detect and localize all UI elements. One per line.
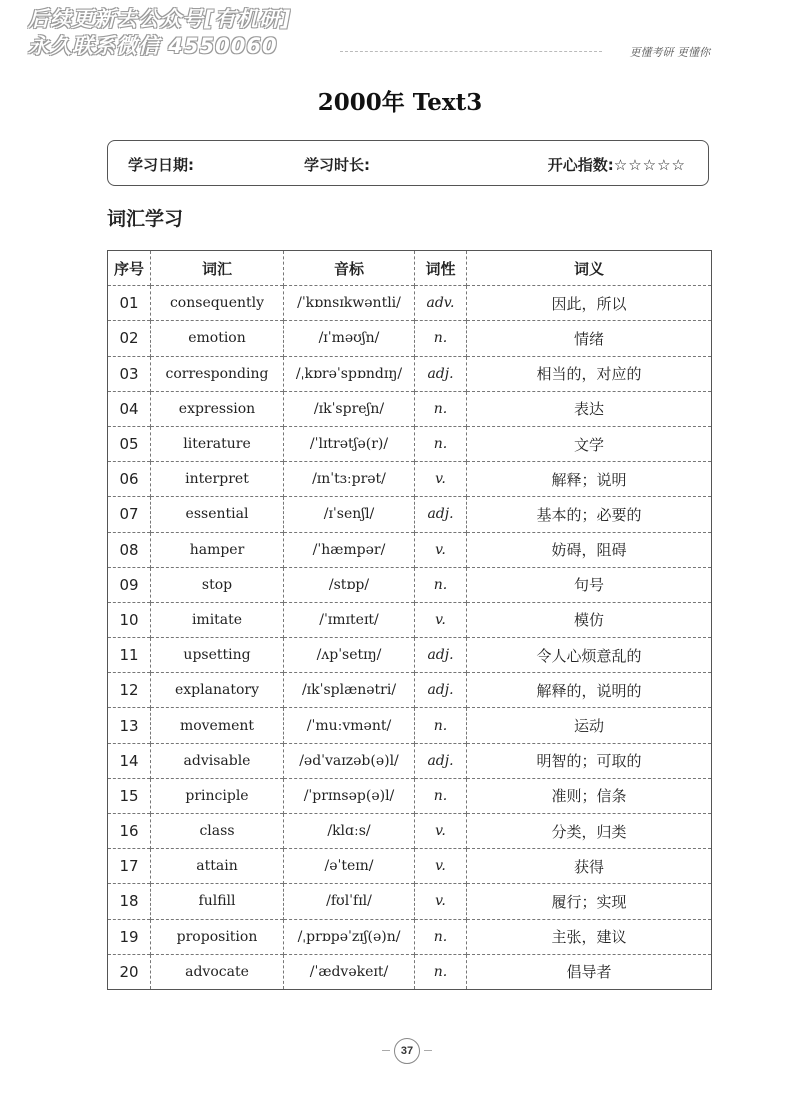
cell-number: 15 bbox=[108, 778, 151, 813]
table-row bbox=[108, 919, 712, 954]
cell-number: 20 bbox=[108, 954, 151, 989]
table-row bbox=[108, 321, 712, 356]
watermark bbox=[28, 6, 291, 60]
cell-word: advisable bbox=[151, 743, 284, 778]
cell-meaning: 文学 bbox=[467, 426, 712, 461]
cell-part-of-speech: v. bbox=[415, 884, 467, 919]
table-row bbox=[108, 673, 712, 708]
cell-word: expression bbox=[151, 391, 284, 426]
cell-part-of-speech: n. bbox=[415, 778, 467, 813]
cell-meaning: 解释；说明 bbox=[467, 462, 712, 497]
cell-number: 08 bbox=[108, 532, 151, 567]
cell-meaning: 明智的；可取的 bbox=[467, 743, 712, 778]
cell-meaning: 基本的；必要的 bbox=[467, 497, 712, 532]
cell-phonetic: /ˈædvəkeɪt/ bbox=[284, 954, 415, 989]
page-title: 2000年 Text3 bbox=[317, 89, 483, 116]
cell-number: 09 bbox=[108, 567, 151, 602]
cell-word: proposition bbox=[151, 919, 284, 954]
cell-word: upsetting bbox=[151, 638, 284, 673]
page-number: 37 bbox=[394, 1038, 420, 1064]
page-number-ornament-right bbox=[424, 1050, 432, 1051]
cell-meaning: 表达 bbox=[467, 391, 712, 426]
table-header-row bbox=[108, 251, 712, 286]
cell-part-of-speech: v. bbox=[415, 532, 467, 567]
cell-word: imitate bbox=[151, 602, 284, 637]
cell-number: 14 bbox=[108, 743, 151, 778]
study-date-label: 学习日期: bbox=[128, 156, 194, 174]
cell-meaning: 分类，归类 bbox=[467, 814, 712, 849]
cell-phonetic: /ˈhæmpər/ bbox=[284, 532, 415, 567]
cell-number: 02 bbox=[108, 321, 151, 356]
cell-part-of-speech: n. bbox=[415, 919, 467, 954]
cell-word: movement bbox=[151, 708, 284, 743]
cell-meaning: 运动 bbox=[467, 708, 712, 743]
table-row bbox=[108, 849, 712, 884]
cell-part-of-speech: v. bbox=[415, 602, 467, 637]
cell-phonetic: /ɪˈməʊʃn/ bbox=[284, 321, 415, 356]
cell-phonetic: /ədˈvaɪzəb(ə)l/ bbox=[284, 743, 415, 778]
cell-word: attain bbox=[151, 849, 284, 884]
cell-phonetic: /stɒp/ bbox=[284, 567, 415, 602]
cell-part-of-speech: adj. bbox=[415, 673, 467, 708]
page-number-ornament-left bbox=[382, 1050, 390, 1051]
cell-meaning: 妨碍，阻碍 bbox=[467, 532, 712, 567]
cell-meaning: 句号 bbox=[467, 567, 712, 602]
cell-number: 19 bbox=[108, 919, 151, 954]
cell-phonetic: /fʊlˈfɪl/ bbox=[284, 884, 415, 919]
cell-part-of-speech: n. bbox=[415, 708, 467, 743]
cell-phonetic: /ɪkˈsplænətri/ bbox=[284, 673, 415, 708]
cell-phonetic: /ˈkɒnsɪkwəntli/ bbox=[284, 286, 415, 321]
cell-word: consequently bbox=[151, 286, 284, 321]
watermark-line-2: 永久联系微信 4550060 bbox=[28, 34, 278, 58]
table-row bbox=[108, 814, 712, 849]
header-word: 词汇 bbox=[151, 251, 284, 286]
header-tagline: 更懂考研 更懂你 bbox=[629, 46, 710, 59]
happiness-index-label: 开心指数: bbox=[547, 156, 614, 174]
cell-meaning: 因此，所以 bbox=[467, 286, 712, 321]
cell-number: 07 bbox=[108, 497, 151, 532]
header-number: 序号 bbox=[113, 259, 144, 278]
happiness-index bbox=[548, 154, 686, 175]
table-row bbox=[108, 884, 712, 919]
cell-phonetic: /əˈteɪn/ bbox=[284, 849, 415, 884]
header-divider bbox=[340, 51, 602, 52]
cell-meaning: 模仿 bbox=[467, 602, 712, 637]
cell-phonetic: /ˈmuːvmənt/ bbox=[284, 708, 415, 743]
cell-word: advocate bbox=[151, 954, 284, 989]
cell-phonetic: /ɪnˈtɜːprət/ bbox=[284, 462, 415, 497]
table-row bbox=[108, 462, 712, 497]
study-duration-label: 学习时长: bbox=[304, 156, 370, 174]
cell-number: 05 bbox=[108, 426, 151, 461]
cell-word: corresponding bbox=[151, 356, 284, 391]
cell-meaning: 情绪 bbox=[467, 321, 712, 356]
cell-part-of-speech: n. bbox=[415, 321, 467, 356]
cell-number: 12 bbox=[108, 673, 151, 708]
cell-phonetic: /ˌkɒrəˈspɒndɪŋ/ bbox=[284, 356, 415, 391]
cell-part-of-speech: n. bbox=[415, 391, 467, 426]
table-row bbox=[108, 954, 712, 989]
cell-phonetic: /ɪˈsenʃl/ bbox=[284, 497, 415, 532]
cell-number: 17 bbox=[108, 849, 151, 884]
table-row bbox=[108, 286, 712, 321]
vocabulary-table bbox=[107, 250, 712, 990]
cell-part-of-speech: adj. bbox=[415, 638, 467, 673]
cell-phonetic: /klɑːs/ bbox=[284, 814, 415, 849]
table-row bbox=[108, 391, 712, 426]
table-row bbox=[108, 778, 712, 813]
cell-number: 01 bbox=[108, 286, 151, 321]
cell-meaning: 履行；实现 bbox=[467, 884, 712, 919]
cell-meaning: 解释的，说明的 bbox=[467, 673, 712, 708]
table-row bbox=[108, 426, 712, 461]
header-phonetic: 音标 bbox=[284, 251, 415, 286]
cell-meaning: 获得 bbox=[467, 849, 712, 884]
cell-part-of-speech: adv. bbox=[415, 286, 467, 321]
table-row bbox=[108, 532, 712, 567]
table-row bbox=[108, 356, 712, 391]
cell-part-of-speech: v. bbox=[415, 849, 467, 884]
table-row bbox=[108, 638, 712, 673]
cell-part-of-speech: n. bbox=[415, 954, 467, 989]
cell-part-of-speech: adj. bbox=[415, 743, 467, 778]
cell-number: 16 bbox=[108, 814, 151, 849]
cell-part-of-speech: n. bbox=[415, 567, 467, 602]
table-row bbox=[108, 743, 712, 778]
cell-word: hamper bbox=[151, 532, 284, 567]
cell-word: essential bbox=[151, 497, 284, 532]
cell-word: interpret bbox=[151, 462, 284, 497]
cell-meaning: 相当的，对应的 bbox=[467, 356, 712, 391]
cell-phonetic: /ˈlɪtrətʃə(r)/ bbox=[284, 426, 415, 461]
cell-word: literature bbox=[151, 426, 284, 461]
cell-phonetic: /ɪkˈspreʃn/ bbox=[284, 391, 415, 426]
cell-number: 03 bbox=[108, 356, 151, 391]
cell-meaning: 主张，建议 bbox=[467, 919, 712, 954]
cell-number: 11 bbox=[108, 638, 151, 673]
cell-part-of-speech: v. bbox=[415, 814, 467, 849]
header-meaning: 词义 bbox=[467, 251, 712, 286]
cell-number: 13 bbox=[108, 708, 151, 743]
cell-word: principle bbox=[151, 778, 284, 813]
table-row bbox=[108, 602, 712, 637]
table-row bbox=[108, 497, 712, 532]
cell-number: 06 bbox=[108, 462, 151, 497]
section-title: 词汇学习 bbox=[107, 208, 184, 230]
cell-phonetic: /ˈprɪnsəp(ə)l/ bbox=[284, 778, 415, 813]
cell-word: fulfill bbox=[151, 884, 284, 919]
cell-word: stop bbox=[151, 567, 284, 602]
cell-word: explanatory bbox=[151, 673, 284, 708]
cell-phonetic: /ˌprɒpəˈzɪʃ(ə)n/ bbox=[284, 919, 415, 954]
cell-number: 18 bbox=[108, 884, 151, 919]
cell-meaning: 准则；信条 bbox=[467, 778, 712, 813]
cell-word: class bbox=[151, 814, 284, 849]
cell-part-of-speech: n. bbox=[415, 426, 467, 461]
table-row bbox=[108, 708, 712, 743]
cell-meaning: 令人心烦意乱的 bbox=[467, 638, 712, 673]
cell-part-of-speech: v. bbox=[415, 462, 467, 497]
study-info-box bbox=[107, 140, 709, 186]
cell-part-of-speech: adj. bbox=[415, 356, 467, 391]
watermark-line-1: 后续更新去公众号[有机研] bbox=[28, 7, 292, 31]
cell-number: 10 bbox=[108, 602, 151, 637]
header-part-of-speech: 词性 bbox=[415, 251, 467, 286]
cell-word: emotion bbox=[151, 321, 284, 356]
cell-part-of-speech: adj. bbox=[415, 497, 467, 532]
cell-number: 04 bbox=[108, 391, 151, 426]
cell-meaning: 倡导者 bbox=[467, 954, 712, 989]
table-row bbox=[108, 567, 712, 602]
cell-phonetic: /ʌpˈsetɪŋ/ bbox=[284, 638, 415, 673]
star-rating-icon: ☆☆☆☆☆ bbox=[613, 156, 686, 174]
cell-phonetic: /ˈɪmɪteɪt/ bbox=[284, 602, 415, 637]
